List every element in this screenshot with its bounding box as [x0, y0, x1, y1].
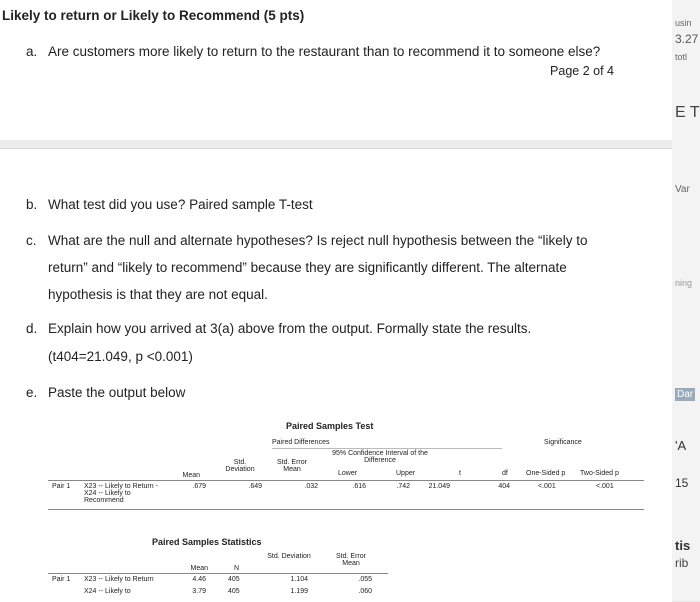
- table-title: Paired Samples Statistics: [152, 537, 262, 547]
- row-label: X23 -- Likely to Return: [84, 576, 154, 583]
- cell-upper: .742: [396, 483, 410, 490]
- question-text-line: return” and “likely to recommend” because they are significantly different. The alternate: [48, 260, 567, 275]
- col-std-dev: Std. Deviation: [267, 553, 311, 560]
- question-text-line: What are the null and alternate hypotheses? Is reject null hypothesis between the “likely to: [48, 233, 588, 248]
- page-bottom: [0, 148, 672, 602]
- question-label: c.: [26, 233, 37, 248]
- question-text: Are customers more likely to return to the restaurant than to recommend it to someone else?: [48, 44, 601, 59]
- cell-n: 405: [228, 588, 240, 595]
- page-top: [0, 0, 672, 141]
- strip-text: Var: [675, 184, 690, 195]
- cell-two-sided: <.001: [596, 483, 614, 490]
- cell-df: 404: [498, 483, 510, 490]
- bottom-rule: [48, 509, 644, 510]
- question-e: [26, 383, 646, 403]
- col-one-sided: One-Sided p: [526, 470, 566, 477]
- page-indicator: Page 2 of 4: [550, 64, 614, 78]
- header-rule: [48, 573, 388, 574]
- strip-text: E T: [675, 104, 700, 121]
- col-mean: Mean: [190, 565, 208, 572]
- cell-one-sided: <.001: [538, 483, 556, 490]
- strip-text: Dar: [677, 389, 694, 400]
- cell-mean: 4.46: [192, 576, 206, 583]
- cell-std-err: .055: [358, 576, 372, 583]
- cell-mean: 3.79: [192, 588, 206, 595]
- col-upper: Upper: [396, 470, 416, 477]
- cell-std-err: .032: [304, 483, 318, 490]
- cell-std-dev: 1.199: [290, 588, 308, 595]
- strip-text: ning: [675, 278, 693, 288]
- cell-std-dev: .649: [248, 483, 262, 490]
- row-label: X24 -- Likely to: [84, 588, 131, 595]
- strip-text: totl: [675, 52, 688, 62]
- row-pair: Pair 1: [52, 483, 71, 490]
- question-label: b.: [26, 197, 38, 212]
- question-text: Paste the output below: [48, 385, 186, 400]
- question-b: [26, 195, 646, 215]
- col-lower: Lower: [338, 470, 358, 477]
- question-text-line: (t404=21.049, p <0.001): [48, 349, 193, 364]
- question-text: What test did you use? Paired sample T-test: [48, 197, 313, 212]
- question-label: e.: [26, 385, 38, 400]
- adjacent-window-strip: [672, 0, 700, 601]
- paired-samples-test-table: [48, 419, 644, 514]
- cell-std-err: .060: [358, 588, 372, 595]
- significance-header: Significance: [544, 439, 582, 446]
- header-rule: [48, 480, 644, 481]
- question-d: [26, 319, 646, 369]
- col-two-sided: Two-Sided p: [580, 470, 619, 477]
- question-text-line: hypothesis is that they are not equal.: [48, 287, 268, 302]
- col-std-err: Std. Error Mean: [277, 459, 307, 473]
- question-text-line: Explain how you arrived at 3(a) above from the output. Formally state the results.: [48, 321, 532, 336]
- question-label: d.: [26, 321, 38, 336]
- cell-lower: .616: [352, 483, 366, 490]
- cell-mean: .679: [192, 483, 206, 490]
- col-n: N: [234, 565, 240, 572]
- question-c: [26, 231, 646, 311]
- question-a: [26, 42, 646, 62]
- strip-text: rib: [675, 556, 689, 570]
- col-t: t: [459, 470, 461, 477]
- row-label: X23 -- Likely to Return - X24 -- Likely to Recommend: [84, 483, 158, 504]
- strip-text: 3.27: [675, 32, 699, 46]
- paired-samples-statistics-table: [48, 537, 388, 602]
- cell-std-dev: 1.104: [290, 576, 308, 583]
- strip-text: 'A: [675, 438, 687, 453]
- strip-text: 15: [675, 476, 689, 490]
- cell-t: 21.049: [428, 483, 450, 490]
- col-mean: Mean: [182, 472, 200, 479]
- group-header-rule: [272, 448, 502, 449]
- group-header: Paired Differences: [272, 439, 330, 446]
- strip-text: usin: [675, 18, 692, 28]
- table-title: Paired Samples Test: [286, 421, 374, 431]
- col-df: df: [502, 470, 508, 477]
- col-std-dev: Std. Deviation: [225, 459, 255, 473]
- row-pair: Pair 1: [52, 576, 71, 583]
- page-gap: [0, 140, 672, 148]
- cell-n: 405: [228, 576, 240, 583]
- strip-text: tis: [675, 538, 691, 553]
- question-label: a.: [26, 44, 38, 59]
- col-std-err: Std. Error Mean: [336, 553, 366, 567]
- section-heading: Likely to return or Likely to Recommend (5 pts): [2, 8, 305, 23]
- ci-header: 95% Confidence Interval of the Difference: [332, 450, 428, 464]
